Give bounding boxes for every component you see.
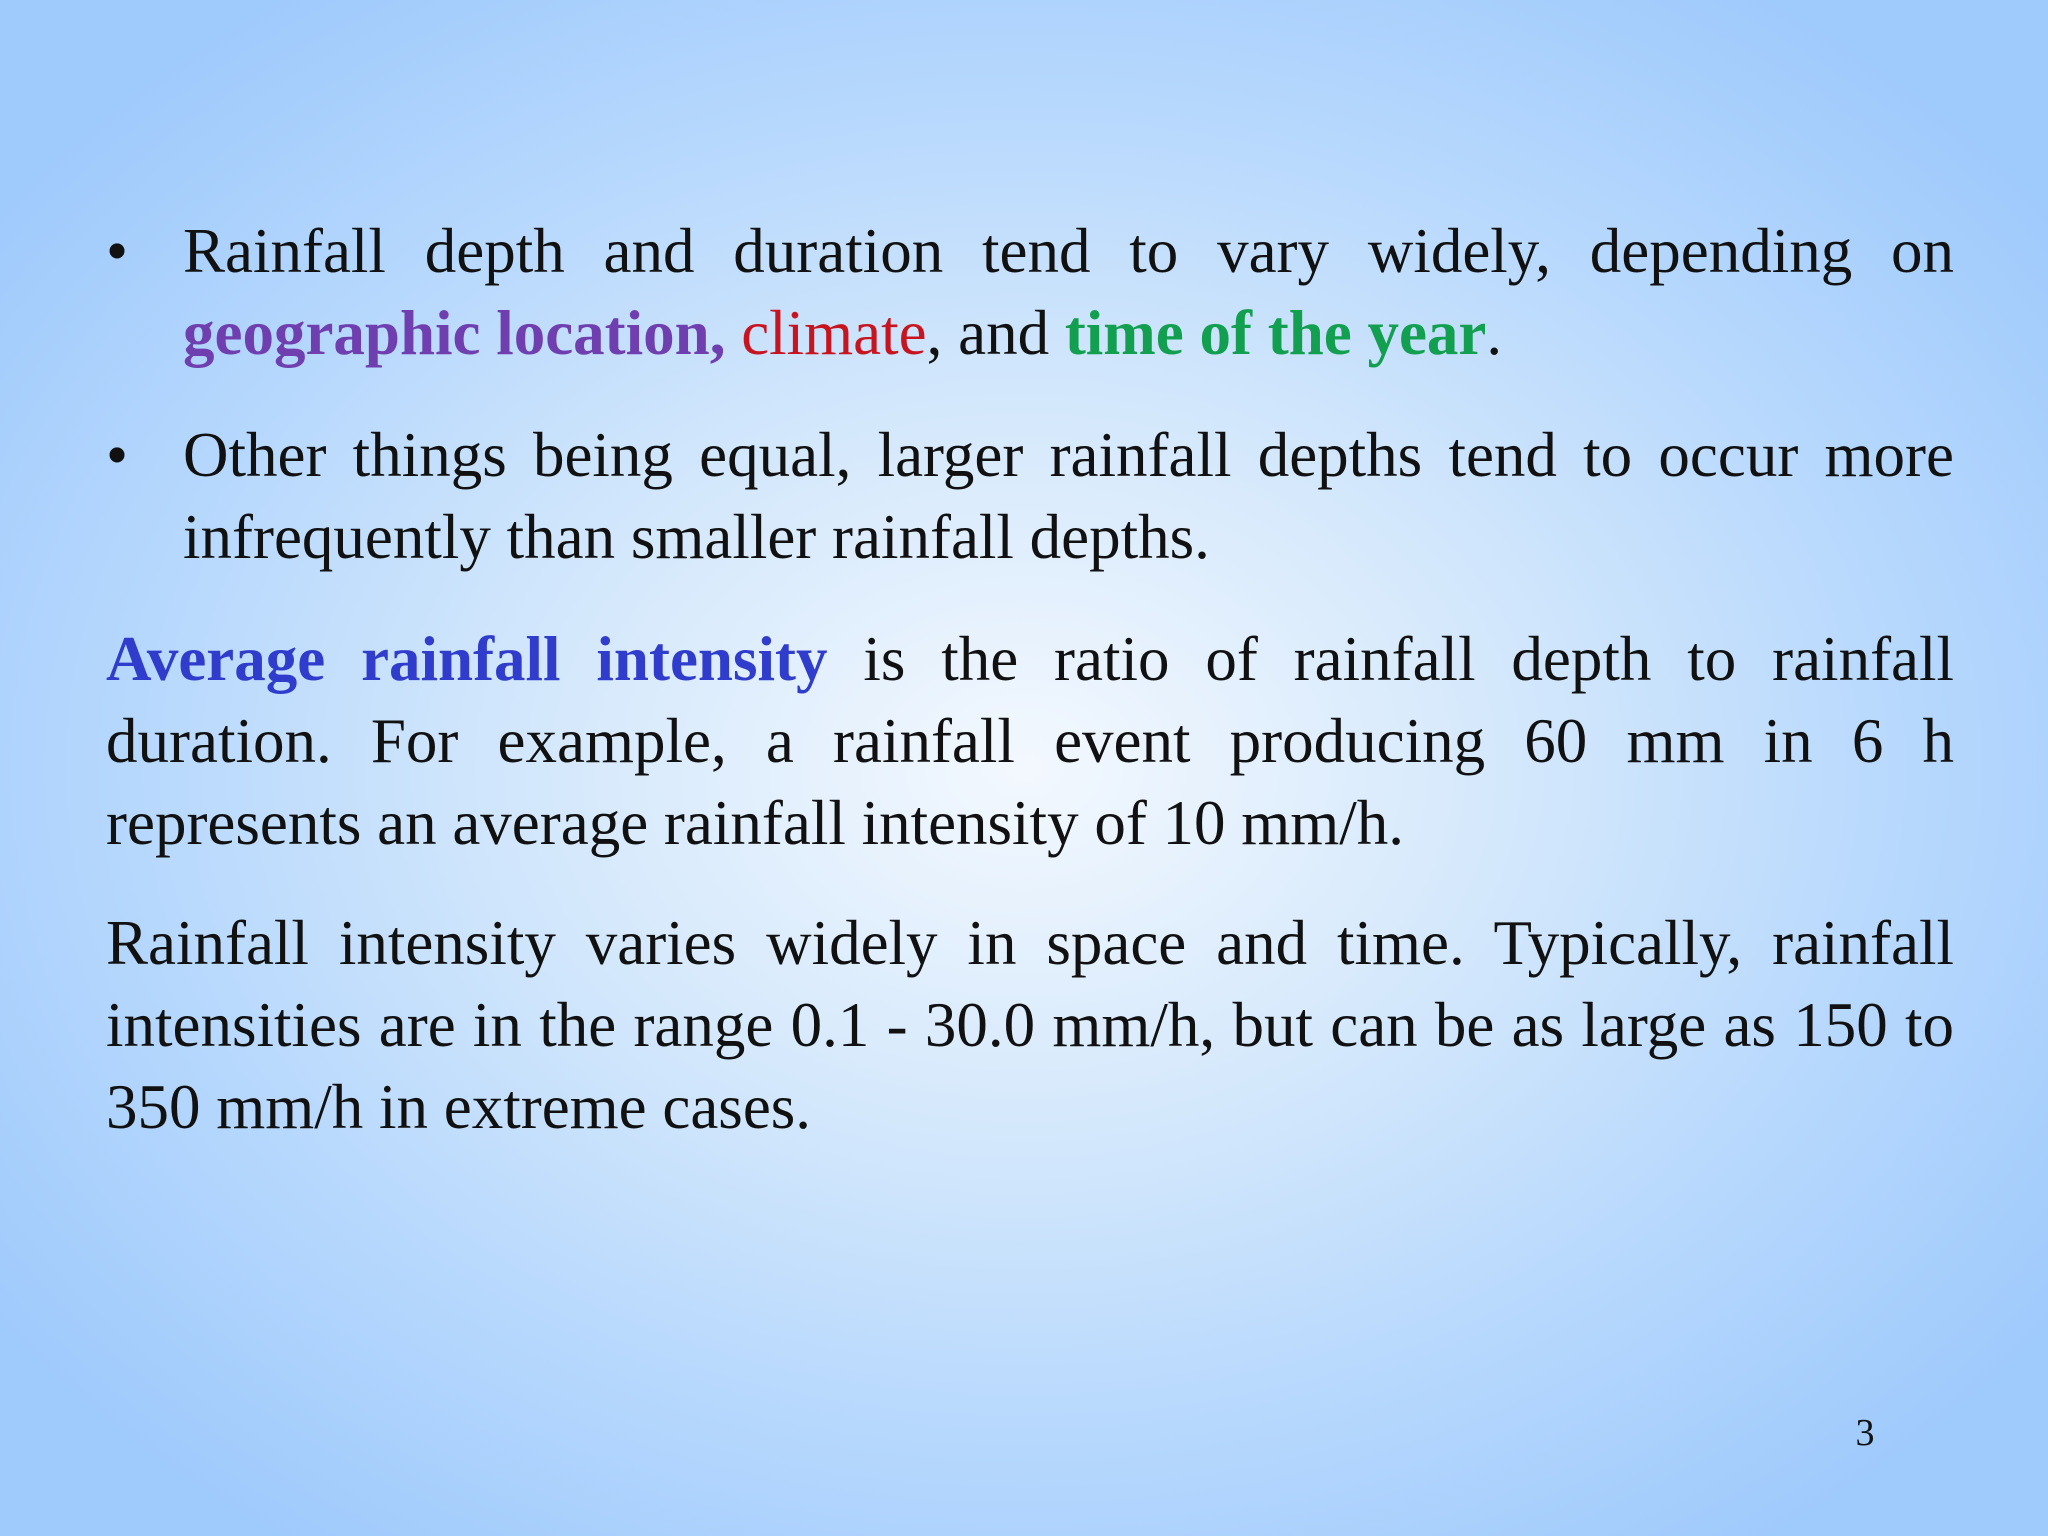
highlight-climate: climate <box>741 298 927 368</box>
page-number: 3 <box>1855 1412 1875 1454</box>
bullet-item-rainfall-variation <box>106 210 1954 374</box>
bullet-item-rainfall-frequency <box>106 414 1954 578</box>
highlight-geographic-location: geographic location, <box>183 298 726 368</box>
paragraph-average-intensity <box>106 618 1954 864</box>
text-period: . <box>1486 298 1503 368</box>
paragraph-text: is the ratio of rainfall depth to rainfall duration. For example, a rainfall event producing 60 mm in 6 h represents an average rainfall intensity of 10 mm/h. <box>106 624 1955 858</box>
text-and: , and <box>926 298 1065 368</box>
paragraph-intensity-range <box>106 902 1954 1148</box>
text-space <box>725 298 741 368</box>
highlight-time-of-year: time of the year <box>1064 298 1487 368</box>
term-average-rainfall-intensity: Average rainfall intensity <box>106 624 828 694</box>
bullet-text: Rainfall depth and duration tend to vary widely, depending on <box>183 216 1954 286</box>
bullet-marker: • <box>106 420 129 490</box>
bullet-text: Other things being equal, larger rainfall depths tend to occur more infrequently than smaller rainfall depths. <box>183 420 1954 572</box>
paragraph-text: Rainfall intensity varies widely in space and time. Typically, rainfall intensities are in the range 0.1 - 30.0 mm/h, but can be as large as 150 to 350 mm/h in extreme cases. <box>106 908 1954 1142</box>
slide-body <box>106 210 1954 1186</box>
bullet-marker: • <box>106 216 129 286</box>
